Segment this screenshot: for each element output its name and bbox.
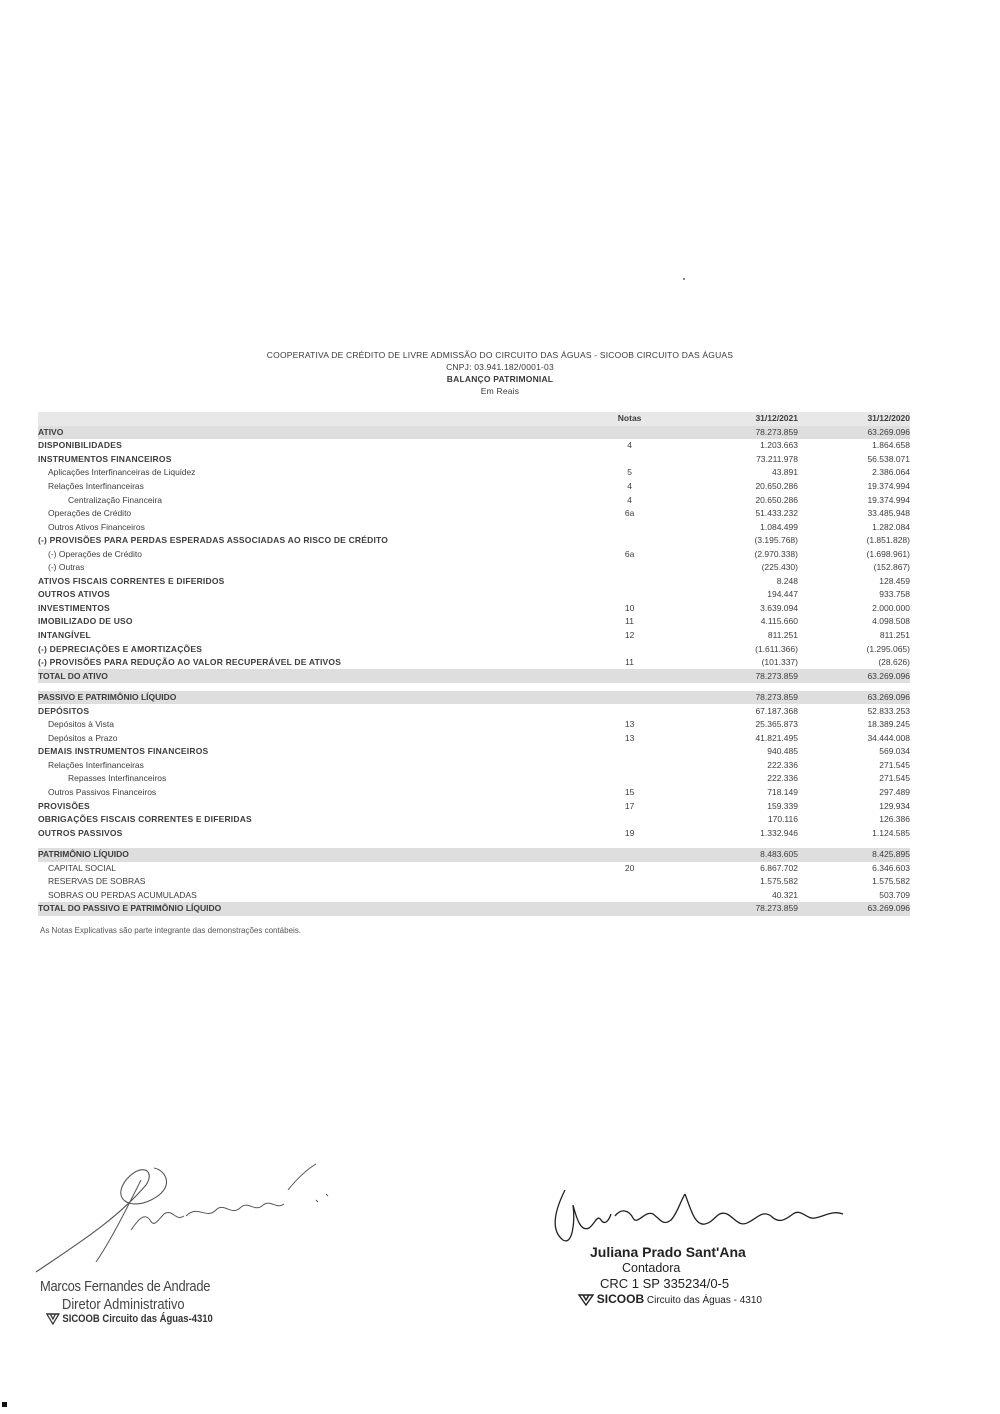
table-row [38,875,910,889]
signature-juliana [545,1180,855,1250]
row-value-2021: 3.639.094 [760,602,798,613]
row-value-2021: 8.248 [776,575,798,586]
table-row [38,704,910,718]
row-nota [596,426,663,440]
row-label [38,683,596,691]
row-label: SOBRAS OU PERDAS ACUMULADAS [48,889,197,900]
row-label: Aplicações Interfinanceiras de Liquidez [48,467,196,478]
row-value-2021: 222.336 [767,773,798,784]
table-row [38,902,910,916]
speck-mark [683,278,685,280]
row-value-2021: 78.273.859 [663,669,798,683]
table-row [38,426,910,440]
row-value-2021: 20.650.286 [755,481,798,491]
row-value-2020: 6.346.603 [872,862,910,873]
row-label: Outros Ativos Financeiros [48,521,145,532]
row-label: DEPÓSITOS [38,705,90,716]
table-row [38,691,910,705]
row-nota [596,691,663,705]
table-row [38,862,910,876]
row-value-2021: 20.650.286 [755,494,798,505]
row-label: Repasses Interfinanceiros [68,773,167,784]
row-label: INVESTIMENTOS [38,602,110,613]
row-label: TOTAL DO PASSIVO E PATRIMÔNIO LÍQUIDO [38,902,596,916]
row-value-2021: 41.821.495 [755,732,798,743]
table-row [38,588,910,602]
row-value-2020: 1.282.084 [872,521,910,532]
row-value-2020: 1.864.658 [872,440,910,451]
row-label: (-) Operações de Crédito [48,548,143,559]
row-label: Depósitos à Vista [48,719,114,730]
row-value-2020: 63.269.096 [798,669,910,683]
row-label: PROVISÕES [38,800,90,811]
row-value-2020: 18.389.245 [867,719,910,730]
row-value-2021: 1.203.663 [760,440,798,451]
row-label: DEMAIS INSTRUMENTOS FINANCEIROS [38,746,209,757]
row-nota [596,561,663,575]
row-value-2021: 159.339 [767,800,798,811]
signatory1-brand-line [46,1313,213,1325]
row-nota: 10 [624,602,635,613]
table-row [38,453,910,467]
row-value-2020: 297.489 [879,787,910,798]
column-header-notas: Notas [596,412,663,426]
row-nota: 4 [627,440,632,451]
row-nota [596,575,663,589]
row-nota [596,520,663,534]
row-label: OUTROS ATIVOS [38,589,111,600]
row-value-2021: 25.365.873 [755,719,798,730]
row-nota [596,534,663,548]
signatory2-name: Juliana Prado Sant'Ana [590,1244,746,1260]
row-value-2020: 811.251 [879,630,910,641]
row-value-2020 [798,840,910,848]
row-value-2020: 4.098.508 [872,616,910,627]
row-nota: 12 [624,630,635,641]
row-nota: 4 [627,494,632,505]
table-row [38,759,910,773]
row-label: Depósitos a Prazo [48,732,118,743]
table-row [38,732,910,746]
table-row [38,561,910,575]
table-row [38,745,910,759]
currency-note: Em Reais [480,386,520,396]
row-label: Operações de Crédito [48,508,132,519]
row-value-2021: 67.187.368 [755,705,798,716]
row-value-2021: 43.891 [771,467,798,478]
balance-sheet-table [38,412,910,916]
table-row [38,889,910,903]
row-nota: 6a [624,508,635,519]
row-label: TOTAL DO ATIVO [38,669,596,683]
table-row [38,615,910,629]
row-value-2021: 6.867.702 [760,862,798,873]
signature-marcos [26,1150,356,1280]
signatory2-unit: Circuito das Águas - 4310 [646,1295,762,1306]
row-nota: 19 [624,827,635,838]
row-value-2020: 933.758 [879,589,910,600]
table-row [38,813,910,827]
table-row [38,507,910,521]
row-value-2020: 2.386.064 [872,467,910,478]
row-value-2021: 718.149 [767,787,798,798]
signatory2-brand-line [578,1292,762,1306]
table-row [38,786,910,800]
row-value-2020: 63.269.096 [798,426,910,440]
row-nota [596,875,663,889]
row-value-2021: 194.447 [767,589,798,600]
row-label: INTANGÍVEL [38,630,91,641]
row-value-2020: 569.034 [879,746,910,757]
row-value-2020: (1.698.961) [866,548,910,559]
row-value-2020: 1.575.582 [872,876,910,887]
row-value-2021: (2.970.338) [754,548,798,559]
row-nota: 6a [624,548,635,559]
row-label: ATIVO [38,426,596,440]
row-label: IMOBILIZADO DE USO [38,616,133,627]
spacer-row [38,683,910,691]
row-label: PATRIMÔNIO LÍQUIDO [38,848,596,862]
row-label: OUTROS PASSIVOS [38,827,123,838]
table-row [38,799,910,813]
row-value-2021: 940.485 [767,746,798,757]
row-nota: 13 [624,732,635,743]
row-value-2020: 1.124.585 [872,827,910,838]
row-nota [596,813,663,827]
row-label: INSTRUMENTOS FINANCEIROS [38,453,172,464]
row-nota: 11 [625,616,634,627]
table-row [38,772,910,786]
footnote: As Notas Explicativas são parte integrante das demonstrações contábeis. [40,926,302,935]
row-nota [596,704,663,718]
row-value-2021: 1.332.946 [760,827,798,838]
signatory2-brand: SICOOB [596,1292,645,1306]
row-nota [596,745,663,759]
table-row [38,669,910,683]
row-label: (-) Outras [48,562,85,573]
row-value-2020: 34.444.008 [867,732,910,743]
scan-mark [2,1402,7,1407]
row-value-2020: 33.485.948 [867,508,910,519]
signatory1-role: Diretor Administrativo [62,1296,185,1313]
row-value-2020: 56.538.071 [867,453,910,464]
row-value-2020: (152.867) [873,562,910,573]
row-value-2021: 811.251 [767,630,798,641]
row-nota [596,840,663,848]
signatory1-unit: Circuito das Águas-4310 [102,1313,213,1325]
row-label: OBRIGAÇÕES FISCAIS CORRENTES E DIFERIDAS [38,814,252,825]
table-row [38,656,910,670]
row-value-2020: 19.374.994 [867,494,910,505]
sicoob-logo-icon [578,1294,594,1306]
row-value-2021: 78.273.859 [663,426,798,440]
row-nota: 13 [624,719,635,730]
signatory1-name: Marcos Fernandes de Andrade [40,1278,211,1295]
row-label: (-) PROVISÕES PARA PERDAS ESPERADAS ASSOCIADAS AO RISCO DE CRÉDITO [38,535,389,546]
row-value-2020: (28.626) [878,657,910,668]
row-value-2021: 222.336 [767,759,798,770]
row-label: DISPONIBILIDADES [38,440,122,451]
row-nota: 4 [627,481,632,491]
signatory2-crc: CRC 1 SP 335234/0-5 [600,1276,730,1291]
row-nota [596,772,663,786]
row-label: RESERVAS DE SOBRAS [48,876,146,887]
row-nota: 20 [624,862,635,873]
row-value-2021 [663,683,798,691]
table-row [38,520,910,534]
row-value-2020: 129.934 [879,800,910,811]
column-header-label [38,412,596,426]
row-value-2021: 4.115.660 [760,616,798,627]
column-header-2021: 31/12/2021 [663,412,798,426]
row-nota [596,453,663,467]
row-value-2020: (1.851.828) [866,535,910,546]
row-nota [596,588,663,602]
table-row [38,642,910,656]
row-value-2021: 51.433.232 [755,508,798,519]
row-label: PASSIVO E PATRIMÔNIO LÍQUIDO [38,691,596,705]
table-row [38,547,910,561]
row-nota [596,848,663,862]
row-nota [596,683,663,691]
row-value-2020: 19.374.994 [867,481,910,491]
row-nota [596,759,663,773]
row-value-2020: 503.709 [879,889,910,900]
table-row [38,466,910,480]
document-title: BALANÇO PATRIMONIAL [446,374,554,384]
row-label: Outros Passivos Financeiros [48,787,157,798]
row-value-2020: 271.545 [879,759,910,770]
row-value-2020: (1.295.065) [866,643,910,654]
row-value-2020: 52.833.253 [867,705,910,716]
row-value-2021: 1.575.582 [760,876,798,887]
row-value-2020: 63.269.096 [798,902,910,916]
signatory1-brand: SICOOB [62,1313,100,1325]
row-value-2021: (225.430) [761,562,798,573]
column-header-2020: 31/12/2020 [798,412,910,426]
company-title: COOPERATIVA DE CRÉDITO DE LIVRE ADMISSÃO DO CIRCUITO DAS ÁGUAS - SICOOB CIRCUITO DAS ÁGUAS [266,350,734,360]
row-nota: 11 [625,657,634,668]
row-value-2021: 78.273.859 [663,691,798,705]
sicoob-logo-icon [46,1313,60,1325]
row-nota: 5 [627,467,632,478]
table-row [38,826,910,840]
spacer-row [38,840,910,848]
row-value-2020: 2.000.000 [872,602,910,613]
row-nota [596,902,663,916]
row-label: (-) DEPRECIAÇÕES E AMORTIZAÇÕES [38,643,203,654]
row-value-2021: 170.116 [767,814,798,825]
row-label [38,840,596,848]
table-row [38,439,910,453]
table-row [38,575,910,589]
row-value-2021: 40.321 [771,889,798,900]
table-row [38,718,910,732]
row-label: Relações Interfinanceiras [48,481,144,491]
balance-sheet-body [38,412,910,916]
table-row [38,480,910,494]
row-value-2021: 73.211.978 [756,453,798,464]
row-label: Centralização Financeira [68,494,163,505]
row-value-2021: 1.084.499 [760,521,798,532]
row-value-2020 [798,683,910,691]
row-nota: 17 [624,800,635,811]
row-value-2021: (101.337) [761,657,798,668]
row-value-2020: 271.545 [879,773,910,784]
row-label: ATIVOS FISCAIS CORRENTES E DIFERIDOS [38,575,225,586]
row-value-2021: (3.195.768) [754,535,798,546]
company-cnpj: CNPJ: 03.941.182/0001-03 [446,362,554,372]
row-value-2021: 8.483.605 [663,848,798,862]
table-row [38,602,910,616]
row-label: CAPITAL SOCIAL [48,862,117,873]
row-nota [596,889,663,903]
row-value-2021 [663,840,798,848]
row-label: (-) PROVISÕES PARA REDUÇÃO AO VALOR RECUPERÁVEL DE ATIVOS [38,657,342,668]
row-value-2021: 78.273.859 [663,902,798,916]
column-header-row [38,412,910,426]
row-nota [596,669,663,683]
row-label: Relações Interfinanceiras [48,759,144,770]
row-value-2020: 128.459 [879,575,910,586]
row-nota: 15 [624,787,635,798]
table-row [38,629,910,643]
table-row [38,493,910,507]
row-value-2020: 126.386 [879,814,910,825]
row-value-2021: (1.611.366) [755,643,798,654]
row-nota [596,642,663,656]
table-row [38,534,910,548]
signatory2-role: Contadora [622,1261,681,1275]
row-value-2020: 63.269.096 [798,691,910,705]
row-value-2020: 8.425.895 [798,848,910,862]
table-row [38,848,910,862]
